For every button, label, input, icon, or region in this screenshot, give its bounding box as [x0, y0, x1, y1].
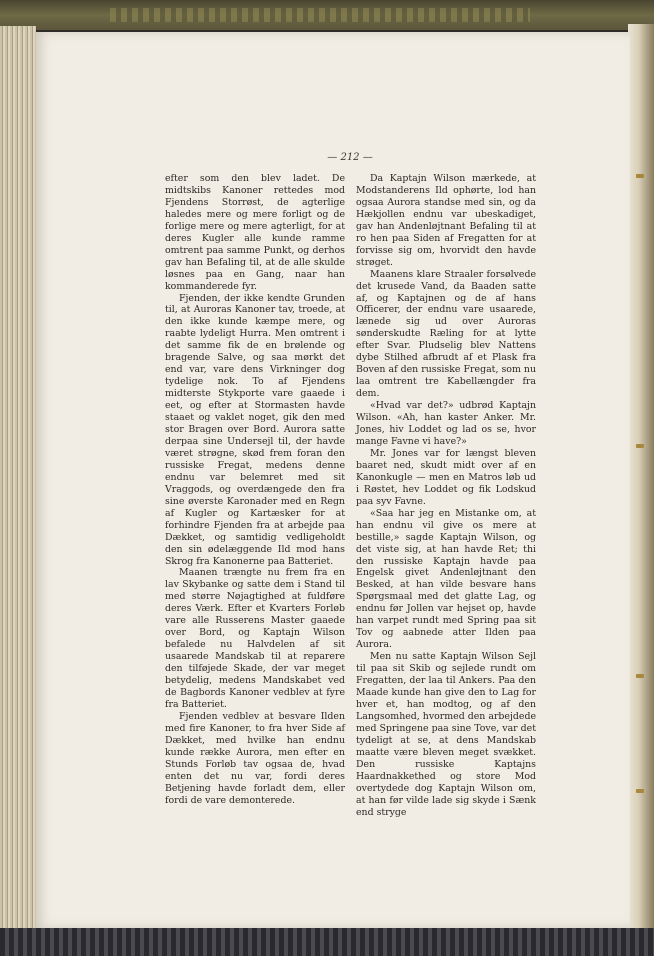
- paragraph: Men nu satte Kaptajn Wilson Sejl til paa sit Skib og sejlede rundt om Fregatten, der laa til Ankers. Paa den Maade kunde han give den to Lag for hver et, han modtog, og af den Langsomhed, hvormed den arbejdede med Springene paa sine Tove, var det tydeligt at se, at dens Mandskab maatte være bleven meget svækket. Den russiske Kaptajns Haardnakkethed og store Mod overtydede dog Kaptajn Wilson om, at han før vilde lade sig skyde i Sænk end stryge: [356, 651, 536, 818]
- page-number-value: 212: [340, 152, 360, 163]
- book-bottom-edge: [0, 928, 654, 956]
- paragraph: Fjenden, der ikke kendte Grunden til, at Auroras Kanoner tav, troede, at den ikke kunde kæmpe mere, og raabte lydeligt Hurra. Men omtrent i det samme fik de en brølende og bragende Salve, og saa mørkt det end var, vare dens Virkninger dog tydelige nok. To af Fjendens midterste Stykporte vare gaaede i eet, og efter at Stormasten havde staaet og vaklet noget, gik den med stor Bragen over Bord. Aurora satte derpaa sine Undersejl til, der havde været strøgne, skød frem foran den russiske Fregat, medens denne endnu var belemret med sit Vraggods, og overdængede den fra sine øverste Karonader med en Regn af Kugler og Kartæsker for at forhindre Fjenden fra at arbejde paa Dækket, og samtidig vedligeholdt den sin ødelæggende Ild mod hans Skrog fra Kanonerne paa Batteriet.: [165, 292, 345, 567]
- book-top-edge: [0, 0, 654, 30]
- book-page-stack-right: [628, 24, 654, 932]
- page-tab-marker: [636, 789, 644, 793]
- paragraph: Fjenden vedblev at besvare Ilden med fire Kanoner, to fra hver Side af Dækket, med hvilke han endnu kunde række Aurora, men efter en Stunds Forløb tav ogsaa de, hvad enten det nu var, fordi deres Betjening havde forladt dem, eller fordi de vare demonterede.: [165, 710, 345, 806]
- paragraph: Da Kaptajn Wilson mærkede, at Modstanderens Ild ophørte, lod han ogsaa Aurora standse med sin, og da Hækjollen endnu var ubeskadiget, gav han Andenløjtnant Befaling til at ro hen paa Siden af Fregatten for at forvisse sig om, hvorvidt den havde strøget.: [356, 173, 536, 268]
- paragraph: Maanen trængte nu frem fra en lav Skybanke og satte dem i Stand til med større Nøjagtighed at fuldføre deres Værk. Efter et Kvarters Forløb vare alle Russerens Master gaaede over Bord, og Kaptajn Wilson befalede nu Halvdelen af sit usaarede Mandskab til at reparere den tilføjede Skade, der var meget betydelig, medens Mandskabet ved de Bagbords Kanoner vedblev at fyre fra Batteriet.: [165, 567, 345, 710]
- page-tab-marker: [636, 174, 644, 178]
- paragraph: Maanens klare Straaler forsølvede det krusede Vand, da Baaden satte af, og Kaptajnen og de af hans Officerer, der endnu vare usaarede, lænede sig ud over Auroras sønderskudte Ræling for at lytte efter Svar. Pludselig blev Nattens dybe Stilhed afbrudt af et Plask fra Boven af den russiske Fregat, som nu laa omtrent tre Kabellængder fra dem.: [356, 268, 536, 400]
- text-column-right: [356, 173, 536, 818]
- paragraph: efter som den blev ladet. De midtskibs Kanoner rettedes mod Fjendens Storrøst, de agterlige haledes mere og mere forligt og de forlige mere og mere agterligt, for at deres Kugler alle kunde ramme omtrent paa samme Punkt, og derhos gav han Befaling til, at de alle skulde løsnes paa en Gang, naar han kommanderede fyr.: [165, 173, 345, 292]
- paragraph: «Hvad var det?» udbrød Kaptajn Wilson. «Ah, han kaster Anker. Mr. Jones, hiv Loddet og lad os se, hvor mange Favne vi have?»: [356, 400, 536, 447]
- text-column-left: [165, 173, 345, 807]
- page-tab-marker: [636, 674, 644, 678]
- page-tab-marker: [636, 444, 644, 448]
- paragraph: «Saa har jeg en Mistanke om, at han endnu vil give os mere at bestille,» sagde Kaptajn Wilson, og det viste sig, at han havde Ret; thi den russiske Kaptajn havde paa Engelsk givet Andenløjtnant den Besked, at han vilde besvare hans Spørgsmaal med det glatte Lag, og endnu før Jollen var hejset op, havde han varpet rundt med Spring paa sit Tov og aabnede atter Ilden paa Aurora.: [356, 507, 536, 651]
- page-number: — 212 —: [327, 152, 373, 163]
- book-page-stack-left: [0, 26, 36, 931]
- paragraph: Mr. Jones var for længst bleven baaret ned, skudt midt over af en Kanonkugle — men en Matros løb ud i Røstet, hev Loddet og fik Lodskud paa syv Favne.: [356, 447, 536, 507]
